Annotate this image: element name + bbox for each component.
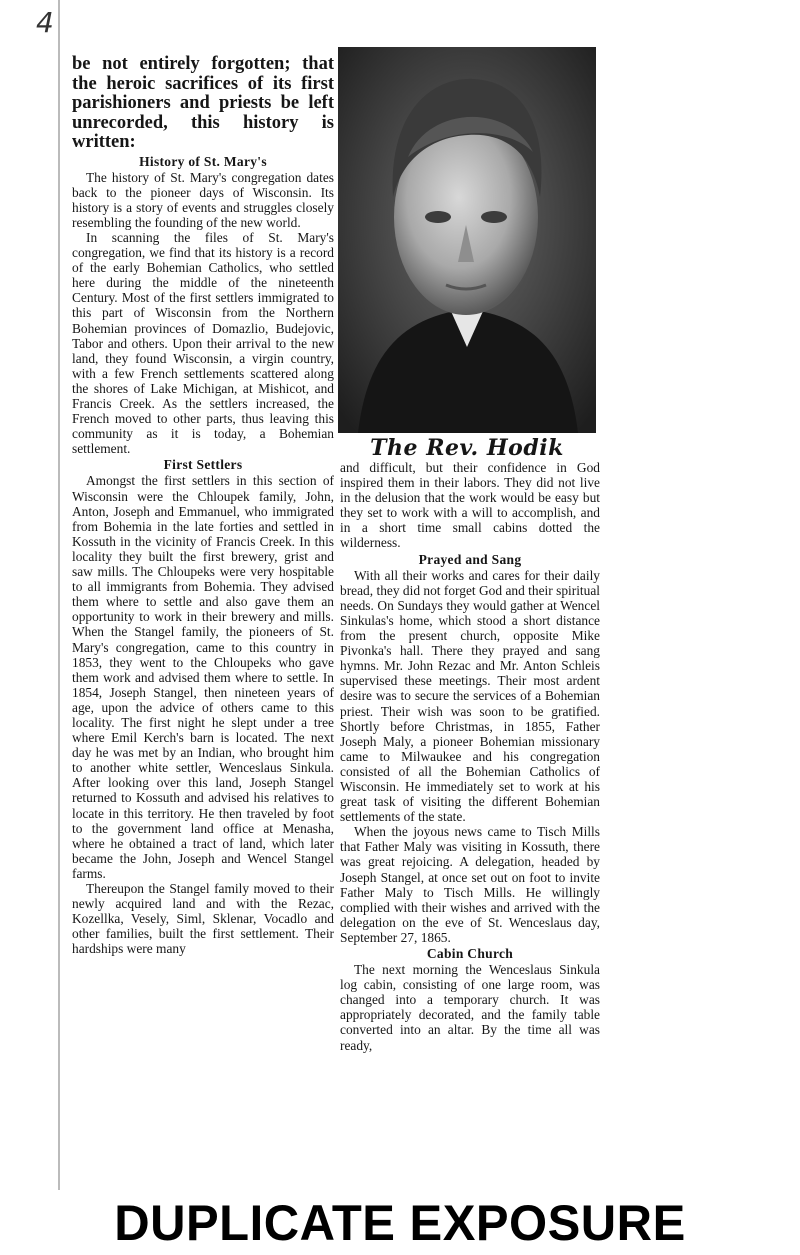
portrait-illustration bbox=[338, 47, 596, 433]
prayed-paragraph-2: When the joyous news came to Tisch Mills that Father Maly was visiting in Kossuth, there was great rejoicing. A delegation, headed by Joseph Stangel, at once set out on foot to invite Father Maly to Tisch Mills. He willingly complied with their wishes and arrived with the delegation on the eve of St. Wenceslaus day, September 27, 1865. bbox=[340, 824, 600, 945]
photo-caption: The Rev. Hodik bbox=[370, 435, 564, 461]
first-settlers-paragraph-2: Thereupon the Stangel family moved to their newly acquired land and with the Rezac, Kozellka, Vesely, Siml, Sklenar, Vocadlo and other families, built the first settlement. Their hardships were many bbox=[72, 881, 334, 957]
cabin-church-heading: Cabin Church bbox=[426, 946, 514, 961]
history-heading: History of St. Mary's bbox=[139, 153, 267, 169]
cabin-paragraph-1: The next morning the Wenceslaus Sinkula log cabin, consisting of one large room, was changed into a temporary church. It was appropriately decorated, and the family table converted into an altar. By the time all was ready, bbox=[340, 962, 600, 1053]
history-paragraph-2: In scanning the files of St. Mary's congregation, we find that its history is a record of the early Bohemian Catholics, who settled here during the middle of the nineteenth Century. Most of the first settlers immigrated to this part of Wisconsin from the Northern Bohemian provinces of Domazlio, Budejovic, Tabor and others. Upon their arrival to the new land, they found Wisconsin, a virgin country, with a few French settlements scattered along the shores of Lake Michigan, at Mishicot, and Francis Creek. As the settlers increased, the French moved to other parts, thus leaving this community as it is today, a Bohemian settlement. bbox=[72, 229, 334, 457]
first-settlers-paragraph-1: Amongst the first settlers in this section of Wisconsin were the Chloupek family, John, Anton, Joseph and Emmanuel, who immigrated from Bohemia in the late forties and settled in Kossuth in the vicinity of Francis Creek. In this locality they built the first brewery, grist and saw mills. The Chloupeks were very hospitable to all immigrants from Bohemia. They advised them where to settle and also gave them an opportunity to work in their brewery and mills. When the Stangel family, the pioneers of St. Mary's congregation, came to this country in 1853, they went to the Chloupeks who gave them work and advised them where to settle. In 1854, Joseph Stangel, then nineteen years of age, upon the advice of others came to this locality. The first night he slept under a tree where Emil Kerch's barn is located. The next day he was met by an Indian, who brought him to another white settler, Wenceslaus Sinkula. After looking over this land, Joseph Stangel returned to Kossuth and advised his relatives to locate in this territory. He then traveled by foot to the government land office at Menasha, where he obtained a tract of land, which later became the John, Joseph and Wencel Stangel farms. bbox=[72, 473, 334, 881]
first-settlers-heading: First Settlers bbox=[163, 457, 243, 473]
prayed-and-sang-heading: Prayed and Sang bbox=[418, 551, 522, 567]
duplicate-exposure-stamp: DUPLICATE EXPOSURE bbox=[114, 1195, 686, 1251]
right-column bbox=[340, 460, 600, 1053]
left-column bbox=[72, 55, 334, 956]
prayed-paragraph-1: With all their works and cares for their daily bread, they did not forget God and their spiritual needs. On Sundays they would gather at Wencel Sinkulas's home, which stood a short distance from the present church, opposite Mike Pivonka's hall. There they prayed and sang hymns. Mr. John Rezac and Mr. Anton Schleis supervised these meetings. Their most ardent desire was to secure the services of a Bohemian priest. Their wish was soon to be gratified. Shortly before Christmas, in 1855, Father Joseph Maly, a pioneer Bohemian missionary came to Milwaukee and his congregation consisted of all the Bohemian Catholics of Wisconsin. He immediately set to work at his great task of visiting the different Bohemian settlements of the state. bbox=[340, 567, 600, 825]
page-number: 4 bbox=[36, 6, 54, 39]
portrait-photo bbox=[338, 47, 596, 433]
history-paragraph-1: The history of St. Mary's congregation dates back to the pioneer days of Wisconsin. Its history is a story of events and struggles closely resembling the founding of the new world. bbox=[72, 169, 334, 230]
lead-paragraph: be not entirely forgotten; that the heroic sacrifices of its first parishioners and priests be left unrecorded, this history is written: bbox=[72, 54, 334, 152]
continued-paragraph: and difficult, but their confidence in God inspired them in their labors. They did not live in the delusion that the work would be easy but they set to work with a will to accomplish, and in a short time small cabins dotted the wilderness. bbox=[340, 460, 600, 551]
clipping-edge bbox=[58, 0, 60, 1190]
